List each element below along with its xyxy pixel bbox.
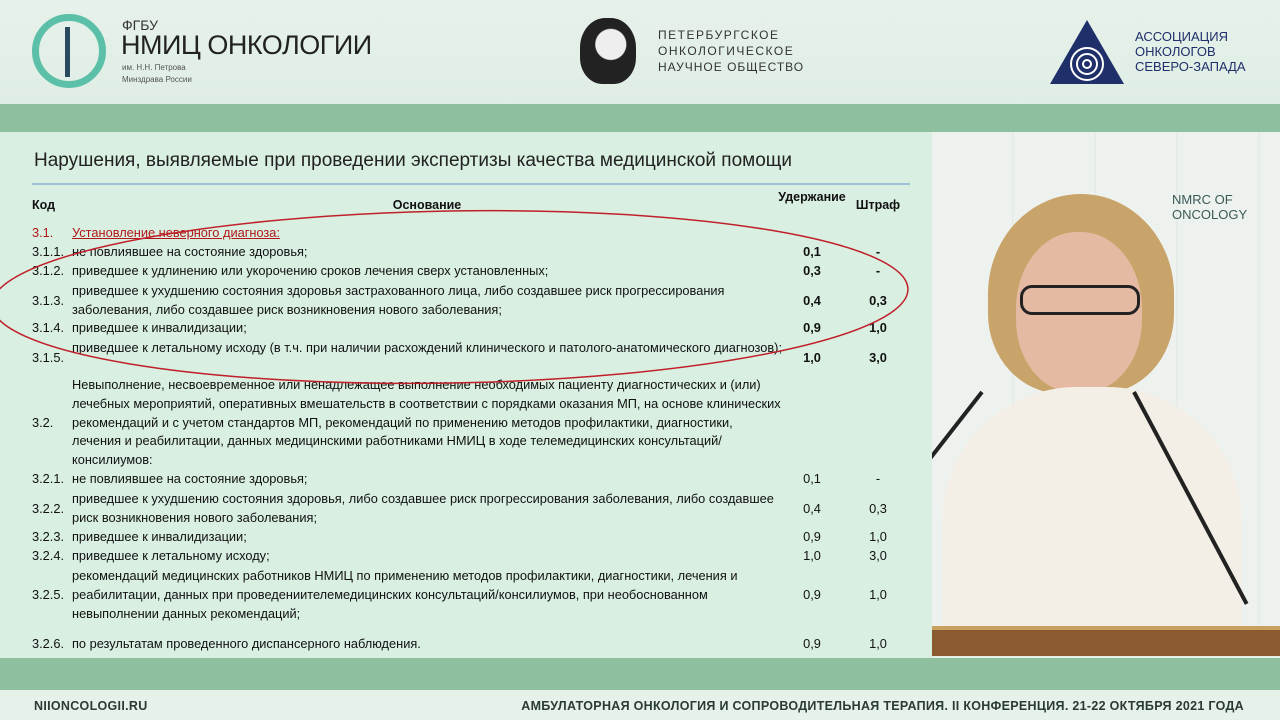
caduceus-icon bbox=[65, 27, 70, 77]
row-fine: 0,3 bbox=[869, 500, 887, 516]
header bbox=[0, 0, 1280, 104]
assoc-line3: СЕВЕРО-ЗАПАДА bbox=[1135, 59, 1246, 74]
footer bbox=[0, 690, 1280, 720]
row-retention: 0,1 bbox=[803, 471, 821, 487]
speaker-body bbox=[942, 387, 1242, 656]
row-retention: 0,9 bbox=[803, 529, 821, 545]
row-fine: 0,3 bbox=[869, 292, 887, 308]
row-code: 3.2.1. bbox=[32, 471, 65, 487]
row-code: 3.2.5. bbox=[32, 587, 65, 603]
row-text: приведшее к летальному исходу (в т.ч. при наличии расхождений клинического и патолого-анатомического диагнозов); bbox=[72, 340, 782, 355]
red-ellipse-annotation bbox=[0, 132, 932, 658]
row-text: приведшее к инвалидизации; bbox=[72, 320, 247, 335]
nmic-sub1: им. Н.Н. Петрова bbox=[122, 63, 186, 72]
col-basis: Основание bbox=[392, 198, 462, 212]
row-fine: 1,0 bbox=[869, 529, 887, 545]
row-fine: 1,0 bbox=[869, 587, 887, 603]
row-retention: 0,9 bbox=[803, 587, 821, 603]
row-text: рекомендаций медицинских работников НМИЦ по применению методов профилактики, диагностики, лечения и реабилитации, данных при проведениителемедицинских консультаций/консилиумов, при необоснованном невыполнении данных рекомендаций; bbox=[72, 568, 738, 621]
row-retention: 1,0 bbox=[803, 548, 821, 564]
col-retention: Удержание bbox=[778, 190, 846, 204]
row-code: 3.2.3. bbox=[32, 529, 65, 545]
row-text: приведшее к удлинению или укорочению сроков лечения сверх установленных; bbox=[72, 263, 549, 278]
row-retention: 0,9 bbox=[803, 636, 821, 652]
row-retention: 0,3 bbox=[803, 263, 821, 279]
row-fine: - bbox=[875, 471, 881, 487]
row-retention: 1,0 bbox=[803, 349, 821, 365]
footer-site[interactable]: NIIONCOLOGII.RU bbox=[34, 699, 148, 713]
assoc-line2: ОНКОЛОГОВ bbox=[1135, 44, 1216, 59]
association-triangle-icon bbox=[1048, 18, 1126, 86]
backdrop-text: NMRC OF ONCOLOGY bbox=[1172, 192, 1248, 222]
podium bbox=[932, 626, 1280, 656]
pavlov-portrait-icon bbox=[580, 18, 636, 84]
row-code: 3.1.3. bbox=[32, 292, 65, 308]
row-text: не повлиявшее на состояние здоровья; bbox=[72, 471, 308, 486]
row-retention: 0,1 bbox=[803, 244, 821, 260]
row-fine: - bbox=[875, 263, 881, 279]
top-band bbox=[0, 104, 1280, 132]
society-line2: ОНКОЛОГИЧЕСКОЕ bbox=[658, 44, 795, 58]
society-line1: ПЕТЕРБУРГСКОЕ bbox=[658, 28, 780, 42]
row-code: 3.2. bbox=[32, 415, 54, 430]
nmic-name: НМИЦ ОНКОЛОГИИ bbox=[121, 30, 372, 60]
footer-event: АМБУЛАТОРНАЯ ОНКОЛОГИЯ И СОПРОВОДИТЕЛЬНАЯ ТЕРАПИЯ. II КОНФЕРЕНЦИЯ. 21-22 ОКТЯБРЯ 2021 ГОДА bbox=[521, 699, 1244, 713]
row-text: не повлиявшее на состояние здоровья; bbox=[72, 244, 308, 259]
row-code: 3.1.1. bbox=[32, 244, 65, 260]
row-retention: 0,4 bbox=[803, 500, 821, 516]
row-code: 3.1. bbox=[32, 225, 54, 241]
col-fine: Штраф bbox=[855, 198, 901, 212]
speaker-glasses bbox=[1020, 285, 1140, 315]
slide-title: Нарушения, выявляемые при проведении экспертизы качества медицинской помощи bbox=[34, 150, 793, 171]
col-code: Код bbox=[32, 198, 56, 212]
assoc-line1: АССОЦИАЦИЯ bbox=[1135, 29, 1228, 44]
nmic-top: ФГБУ bbox=[122, 17, 158, 33]
row-text: Невыполнение, несвоевременное или ненадлежащее выполнение необходимых пациенту диагностических и (или) лечебных мероприятий, оперативных вмешательств в соответствии с порядками оказания МП, на основе клинических рекомендаций и с учетом стандартов МП, рекомендаций по применению методов профилактики, диагностики, лечения и реабилитации, данных медицинскими работниками НМИЦ в ходе телемедицинских консультаций/консилиумов: bbox=[72, 377, 781, 468]
nmic-logo bbox=[32, 14, 106, 88]
row-fine: 1,0 bbox=[869, 636, 887, 652]
society-line3: НАУЧНОЕ ОБЩЕСТВО bbox=[658, 60, 805, 74]
row-code: 3.1.4. bbox=[32, 320, 65, 336]
row-text: приведшее к ухудшению состояния здоровья застрахованного лица, либо создавшее риск прогрессирования заболевания, либо создавшее риск возникновения нового заболевания; bbox=[72, 283, 725, 317]
row-text: по результатам проведенного диспансерного наблюдения. bbox=[72, 636, 421, 651]
row-fine: 3,0 bbox=[869, 548, 887, 564]
row-text: приведшее к ухудшению состояния здоровья, либо создавшее риск прогрессирования заболевания, либо создавшее риск возникновения нового заболевания; bbox=[72, 491, 774, 525]
row-retention: 0,4 bbox=[803, 292, 821, 308]
row-text: Установление неверного диагноза: bbox=[72, 225, 280, 240]
speaker-video[interactable] bbox=[932, 132, 1280, 656]
row-fine: 3,0 bbox=[869, 349, 887, 365]
row-code: 3.2.4. bbox=[32, 548, 65, 564]
nmic-sub2: Минздрава России bbox=[122, 75, 192, 84]
bottom-band bbox=[0, 658, 1280, 690]
row-fine: 1,0 bbox=[869, 320, 887, 336]
row-code: 3.1.5. bbox=[32, 349, 65, 365]
row-code: 3.2.2. bbox=[32, 500, 65, 516]
row-fine: - bbox=[875, 244, 881, 260]
row-retention: 0,9 bbox=[803, 320, 821, 336]
row-text: приведшее к инвалидизации; bbox=[72, 529, 247, 544]
row-code: 3.2.6. bbox=[32, 636, 65, 652]
row-code: 3.1.2. bbox=[32, 263, 65, 279]
row-text: приведшее к летальному исходу; bbox=[72, 548, 270, 563]
